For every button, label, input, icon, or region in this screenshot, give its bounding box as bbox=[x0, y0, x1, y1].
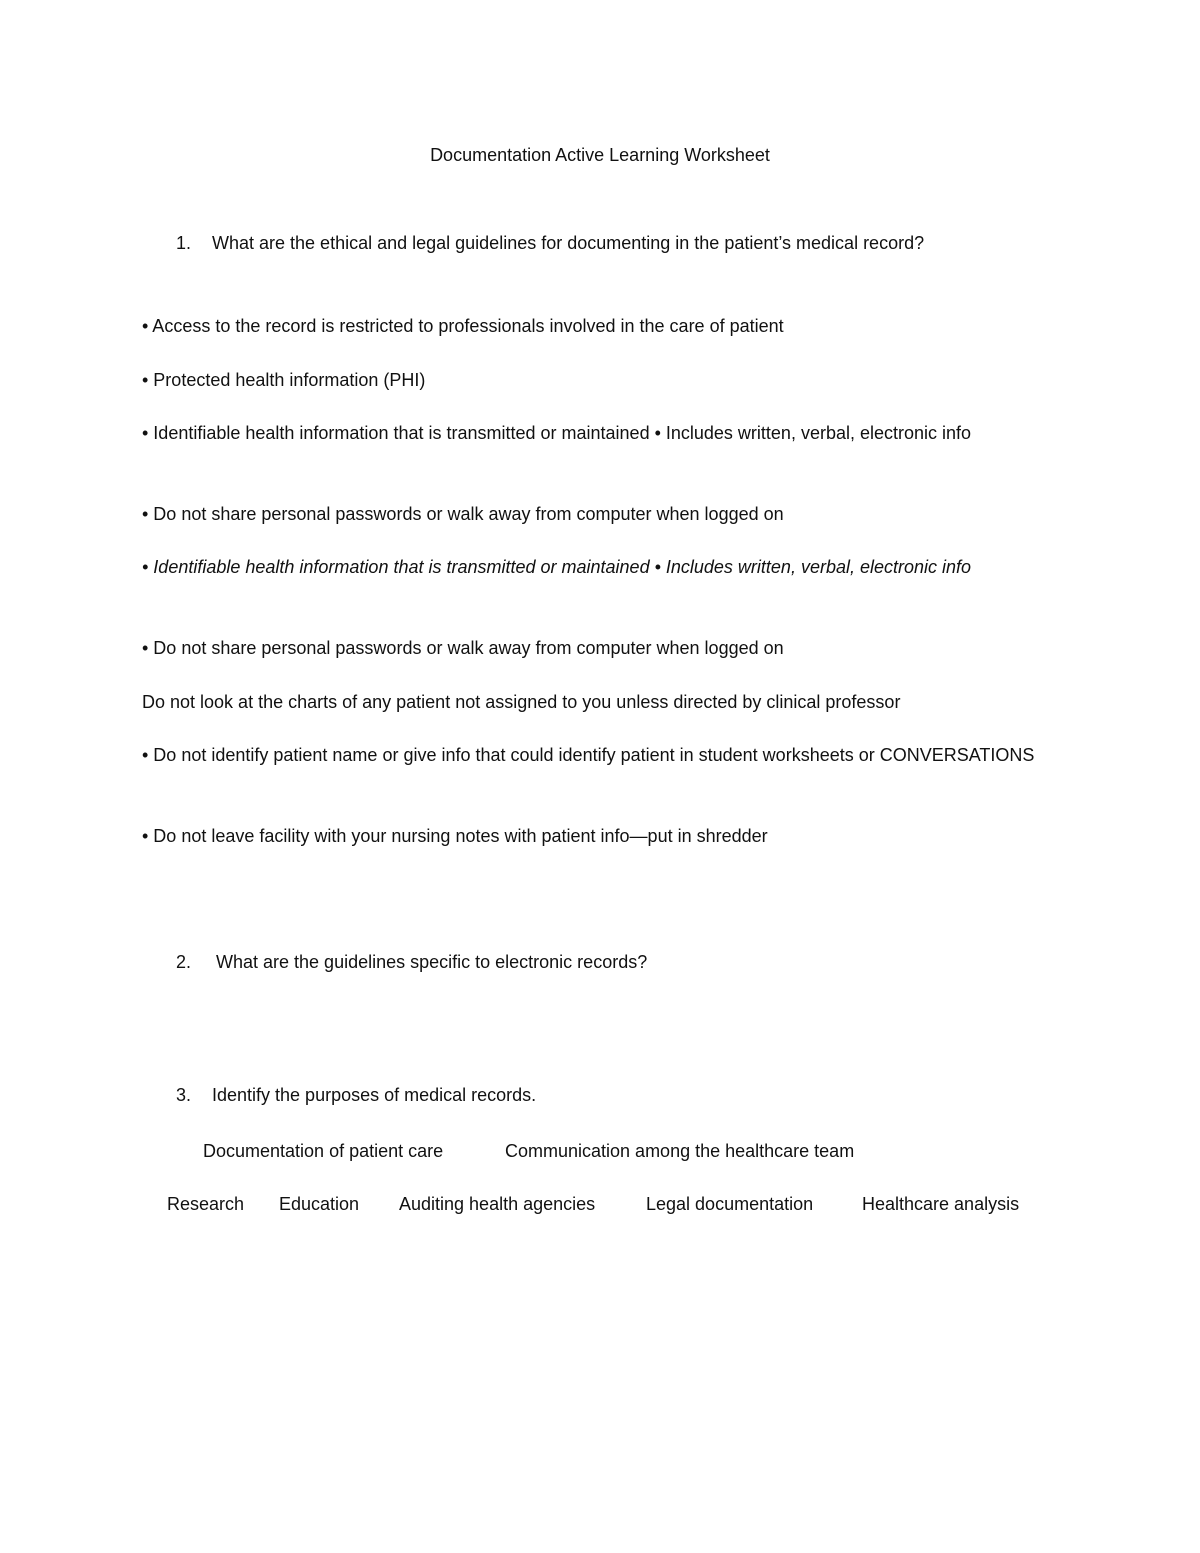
purpose-item: Documentation of patient care bbox=[203, 1141, 444, 1161]
question-text: What are the ethical and legal guidelines for documenting in the patient’s medical record? bbox=[212, 233, 925, 253]
question-text: Identify the purposes of medical records. bbox=[212, 1085, 537, 1105]
page-title: Documentation Active Learning Worksheet bbox=[430, 145, 770, 165]
purpose-item: Healthcare analysis bbox=[862, 1194, 1020, 1214]
purpose-item: Communication among the healthcare team bbox=[505, 1141, 855, 1161]
answer-item: • Identifiable health information that is transmitted or maintained • Includes written, verbal, electronic info bbox=[142, 423, 972, 443]
question-3 bbox=[176, 1082, 536, 1109]
question-text: What are the guidelines specific to electronic records? bbox=[216, 952, 648, 972]
answer-item: • Do not share personal passwords or walk away from computer when logged on bbox=[142, 638, 784, 658]
question-1 bbox=[176, 230, 924, 257]
answer-item: • Do not identify patient name or give info that could identify patient in student worksheets or CONVERSATIONS bbox=[142, 745, 1035, 765]
answer-item: • Do not share personal passwords or walk away from computer when logged on bbox=[142, 504, 784, 524]
answer-item: • Access to the record is restricted to professionals involved in the care of patient bbox=[142, 316, 784, 336]
answer-item: • Identifiable health information that is transmitted or maintained • Includes written, verbal, electronic info bbox=[142, 557, 972, 577]
answer-item: • Protected health information (PHI) bbox=[142, 370, 426, 390]
purpose-item: Research bbox=[167, 1194, 245, 1214]
purpose-item: Legal documentation bbox=[646, 1194, 814, 1214]
question-number: 2. bbox=[176, 952, 192, 972]
question-2 bbox=[176, 949, 647, 976]
question-number: 3. bbox=[176, 1085, 192, 1105]
question-number: 1. bbox=[176, 233, 192, 253]
purpose-item: Auditing health agencies bbox=[399, 1194, 596, 1214]
answer-item: Do not look at the charts of any patient not assigned to you unless directed by clinical professor bbox=[142, 692, 901, 712]
purpose-item: Education bbox=[279, 1194, 360, 1214]
answer-item: • Do not leave facility with your nursing notes with patient info—put in shredder bbox=[142, 826, 768, 846]
